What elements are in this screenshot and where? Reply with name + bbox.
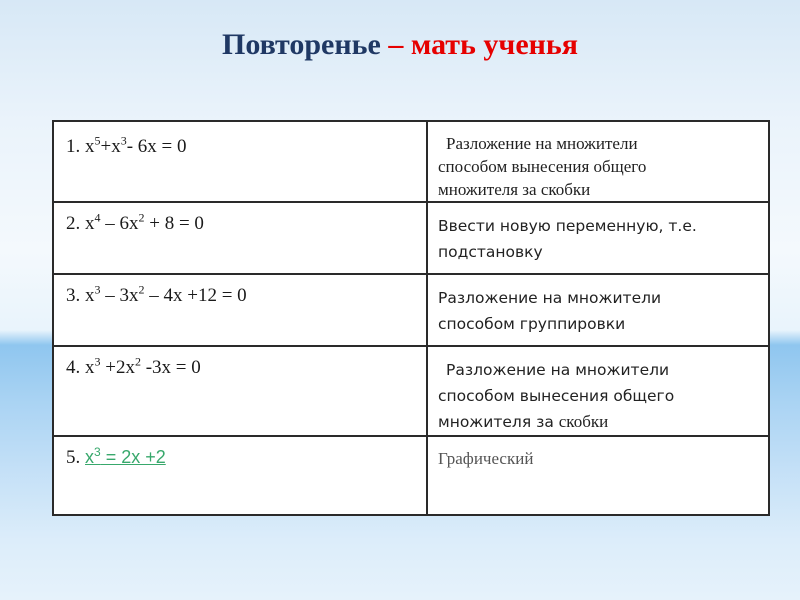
equation-term: -3x = 0 xyxy=(140,357,201,378)
equation-term: – 4x +12 = 0 xyxy=(144,285,247,306)
equation-term: x xyxy=(85,285,95,306)
method-line-part: скобки xyxy=(558,412,609,431)
method-cell xyxy=(427,121,769,202)
exponent: 2 xyxy=(134,354,141,369)
equation-cell xyxy=(53,121,427,202)
equation-term: x xyxy=(85,136,95,157)
equation-term: x xyxy=(85,357,95,378)
equation-term: + 8 = 0 xyxy=(144,213,204,234)
equation-term: – 3x xyxy=(100,285,139,306)
method-cell xyxy=(427,202,769,274)
method-cell xyxy=(427,274,769,346)
method-line: Разложение на множители xyxy=(446,134,638,153)
equation-number: 1. xyxy=(66,136,85,157)
equation-term: x xyxy=(85,447,94,467)
equation-term: +2x xyxy=(100,357,135,378)
method-line xyxy=(438,409,762,435)
exponent: 5 xyxy=(94,133,101,148)
method-line: Разложение на множители xyxy=(438,289,662,307)
method-line: Разложение на множители xyxy=(446,361,670,379)
exponent: 3 xyxy=(94,282,101,297)
method-cell xyxy=(427,346,769,436)
exponent: 3 xyxy=(94,445,101,459)
table-row xyxy=(53,121,769,202)
equation-term: x xyxy=(85,213,95,234)
exponent: 3 xyxy=(120,133,127,148)
method-line-part: множителя за xyxy=(438,413,559,431)
equation-link[interactable] xyxy=(85,447,166,467)
equation-cell xyxy=(53,274,427,346)
equations-table xyxy=(52,120,770,516)
slide-title xyxy=(0,28,800,62)
exponent: 4 xyxy=(94,210,101,225)
method-line: способом группировки xyxy=(438,315,626,333)
method-line: подстановку xyxy=(438,243,543,261)
method-line: способом вынесения общего xyxy=(438,387,675,405)
equation-number: 2. xyxy=(66,213,85,234)
equation-number: 3. xyxy=(66,285,85,306)
table-row xyxy=(53,436,769,515)
equation-cell xyxy=(53,202,427,274)
table-row xyxy=(53,274,769,346)
method-line: Ввести новую переменную, т.е. xyxy=(438,217,697,235)
title-part-1: Повторенье xyxy=(221,28,381,61)
equation-term: – 6x xyxy=(100,213,139,234)
exponent: 2 xyxy=(138,282,145,297)
equation-cell xyxy=(53,346,427,436)
equation-cell xyxy=(53,436,427,515)
equation-term: - 6x = 0 xyxy=(126,136,187,157)
equation-number: 5. xyxy=(66,447,85,468)
exponent: 2 xyxy=(138,210,145,225)
exponent: 3 xyxy=(94,354,101,369)
title-part-2: – мать ученья xyxy=(380,28,579,61)
equation-term: +x xyxy=(100,136,121,157)
method-line: множителя за скобки xyxy=(438,180,591,199)
method-cell xyxy=(427,436,769,515)
method-line: Графический xyxy=(438,449,534,468)
method-line: способом вынесения общего xyxy=(438,157,647,176)
table-row xyxy=(53,202,769,274)
table-row xyxy=(53,346,769,436)
equation-number: 4. xyxy=(66,357,85,378)
equation-term: = 2x +2 xyxy=(100,447,166,467)
